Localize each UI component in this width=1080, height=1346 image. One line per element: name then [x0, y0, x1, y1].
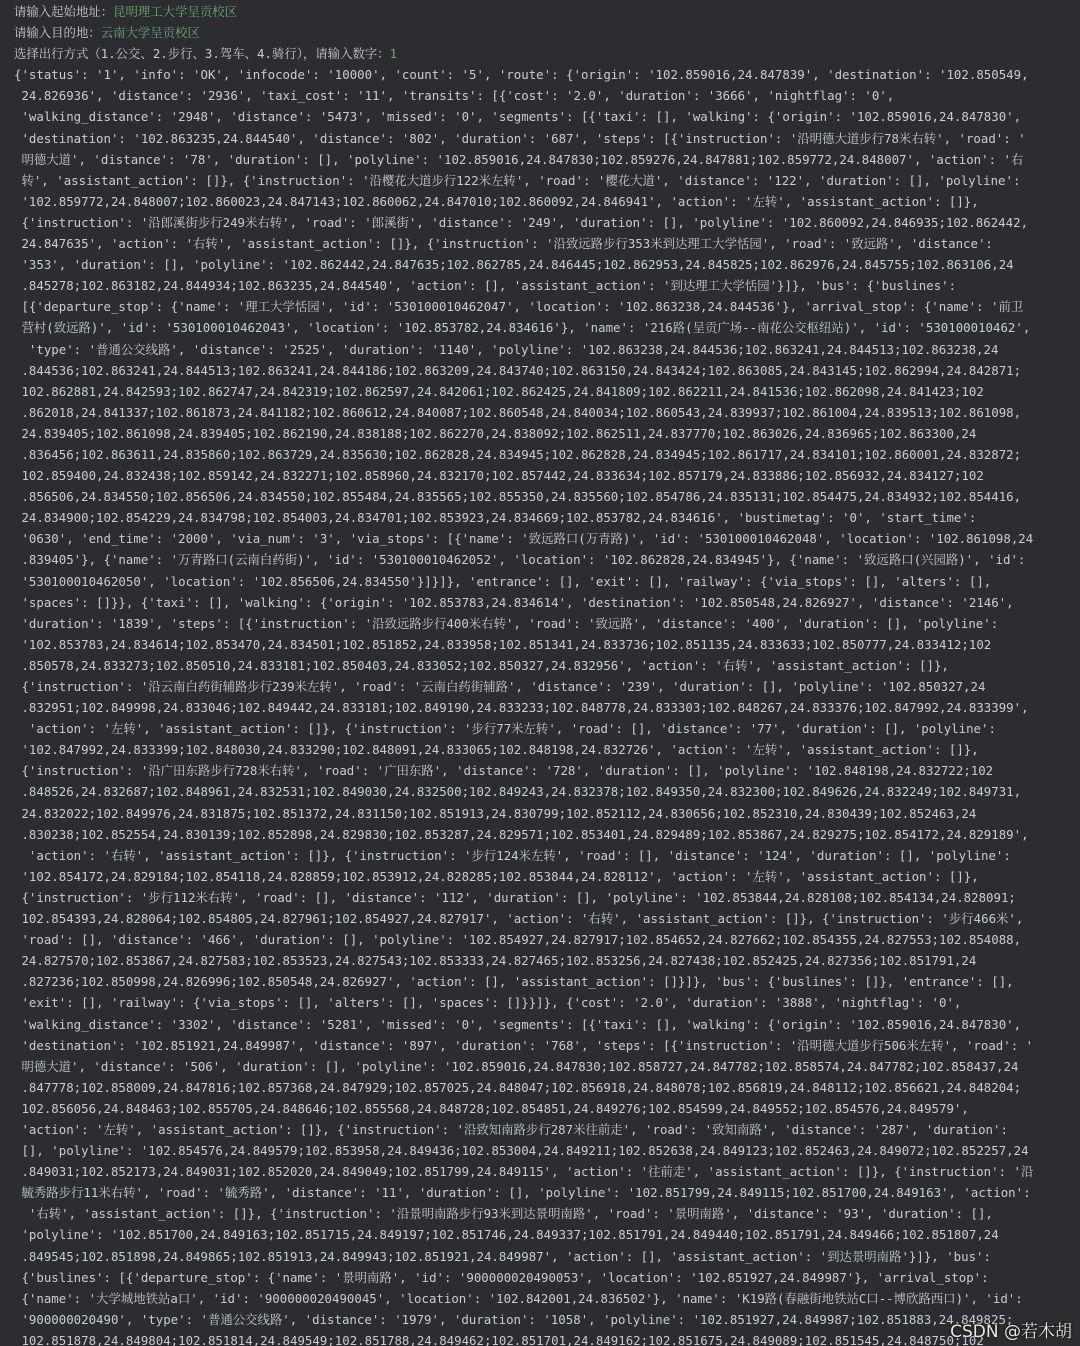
origin-prompt-line — [14, 1, 1066, 22]
json-output — [14, 64, 1066, 1346]
mode-prompt-line — [14, 43, 1066, 64]
output-line: 明德大道', 'distance': '78', 'duration': [], 'polyline': '102.859016,24.847830;102.859276,24.847881;102.859772,24.848007', 'action': '右 — [14, 151, 1024, 167]
output-line: 'action': '左转', 'assistant_action': []}, {'instruction': '沿致知南路步行287米往前走', 'road': '致知南路', 'distance': '287', 'duration': — [14, 1121, 1008, 1137]
output-line: 102.862881,24.842593;102.862747,24.842319;102.862597,24.842061;102.862425,24.841809;102.862211,24.841536;102.862098,24.841423;102 — [14, 383, 984, 399]
output-line: '102.854172,24.829184;102.854118,24.828859;102.853912,24.828285;102.853844,24.828112', 'action': '左转', 'assistant_action': []}, — [14, 868, 979, 884]
output-line: .849031;102.852173,24.849031;102.852020,24.849049;102.851799,24.849115', 'action': '往前走', 'assistant_action': []}, {'instruction': '沿 — [14, 1164, 1034, 1180]
output-line: {'instruction': '沿郎溪街步行249米右转', 'road': '郎溪街', 'distance': '249', 'duration': [], 'polyline': '102.860092,24.846935;102.862442, — [14, 214, 1029, 230]
mode-input-value[interactable]: 1 — [389, 46, 398, 62]
output-line: 毓秀路步行11米右转', 'road': '毓秀路', 'distance': '11', 'duration': [], 'polyline': '102.851799,24.849115;102.851700,24.849163', 'action': — [14, 1185, 1031, 1201]
output-line: 102.859400,24.832438;102.859142,24.832271;102.858960,24.832170;102.857442,24.833634;102.857179,24.833886;102.856932,24.834127;102 — [14, 468, 984, 484]
output-line: {'status': '1', 'info': 'OK', 'infocode': '10000', 'count': '5', 'route': {'origin': '102.859016,24.847839', 'destination': '102.850549, — [14, 67, 1029, 83]
output-line: {'instruction': '沿云南白药街辅路步行239米左转', 'road': '云南白药街辅路', 'distance': '239', 'duration': [], 'polyline': '102.850327,24 — [14, 679, 986, 694]
output-line: {'instruction': '沿广田东路步行728米右转', 'road': '广田东路', 'distance': '728', 'duration': [], 'polyline': '102.848198,24.832722;102 — [14, 763, 994, 779]
origin-input-value[interactable]: 昆明理工大学呈贡校区 — [113, 4, 238, 19]
output-line: 24.832022;102.849976,24.831875;102.851372,24.831150;102.851913,24.830799;102.852112,24.830656;102.852310,24.830439;102.852463,24 — [14, 805, 977, 821]
output-line: 'polyline': '102.851700,24.849163;102.851715,24.849197;102.851746,24.849337;102.851791,24.849440;102.851791,24.849466;102.851807,24 — [14, 1227, 999, 1243]
output-line: .848526,24.832687;102.848961,24.832531;102.849030,24.832500;102.849243,24.832378;102.849350,24.832300;102.849626,24.832249;102.849731, — [14, 784, 1022, 800]
output-line: '102.847992,24.833399;102.848030,24.833290;102.848091,24.833065;102.848198,24.832726', 'action': '左转', 'assistant_action': []}, — [14, 742, 979, 758]
output-line: 'duration': '1839', 'steps': [{'instruction': '沿致远路步行400米右转', 'road': '致远路', 'distance': '400', 'duration': [], 'polyline': — [14, 615, 999, 631]
origin-prompt: 请输入起始地址： — [14, 4, 114, 19]
output-line: 102.851878,24.849804;102.851814,24.849549;102.851788,24.849462;102.851701,24.849162;102.851675,24.849089;102.851545,24.848750;102 — [14, 1332, 984, 1346]
output-line: 24.834900;102.854229,24.834798;102.854003,24.834701;102.853923,24.834669;102.853782,24.834616', 'bustimetag': '0', 'start_time': — [14, 510, 977, 526]
output-line: 'action': '左转', 'assistant_action': []}, {'instruction': '步行77米左转', 'road': [], 'distance': '77', 'duration': [], 'polyline': — [14, 721, 996, 737]
output-line: 转', 'assistant_action': []}, {'instruction': '沿樱花大道步行122米左转', 'road': '樱花大道', 'distance': '122', 'duration': [], 'polyline': — [14, 172, 1021, 188]
output-line: 'destination': '102.863235,24.844540', 'distance': '802', 'duration': '687', 'steps': [{'instruction': '沿明德大道步行78米右转', 'road': ' — [14, 130, 1026, 146]
output-line: 102.856056,24.848463;102.855705,24.848646;102.855568,24.848728;102.854851,24.849276;102.854599,24.849552;102.854576,24.849579', — [14, 1100, 969, 1116]
output-line: 24.839405;102.861098,24.839405;102.862190,24.838188;102.862270,24.838092;102.862511,24.837770;102.863026,24.836965;102.863300,24 — [14, 425, 977, 441]
output-line: .830238;102.852554,24.830139;102.852898,24.829830;102.853287,24.829571;102.853401,24.829489;102.853867,24.829275;102.854172,24.829189', — [14, 826, 1029, 842]
output-line: 'type': '普通公交线路', 'distance': '2525', 'duration': '1140', 'polyline': '102.863238,24.844536;102.863241,24.844513;102.863238,24 — [14, 341, 999, 357]
output-line: 24.826936', 'distance': '2936', 'taxi_cost': '11', 'transits': [{'cost': '2.0', 'duration': '3666', 'nightflag': '0', — [14, 88, 895, 104]
output-line: '0630', 'end_time': '2000', 'via_num': '3', 'via_stops': [{'name': '致远路口(万青路)', 'id': '530100010462048', 'location': '102.861098,24 — [14, 531, 1034, 547]
output-line: '353', 'duration': [], 'polyline': '102.862442,24.847635;102.862785,24.846445;102.862953,24.845825;102.862976,24.845755;102.863106,24 — [14, 257, 1014, 273]
output-line: 营村(致远路)', 'id': '530100010462043', 'location': '102.853782,24.834616'}, 'name': '216路(呈贡广场--南花公交枢纽站)', 'id': '530100010462', — [14, 320, 1031, 336]
output-line: '102.853783,24.834614;102.853470,24.834501;102.851852,24.833958;102.851341,24.833736;102.851135,24.833633;102.850777,24.833412;102 — [14, 636, 992, 652]
watermark: CSDN @若木胡 — [950, 1322, 1072, 1342]
output-line: '102.859772,24.848007;102.860023,24.847143;102.860062,24.847010;102.860092,24.846941', 'action': '左转', 'assistant_action': []}, — [14, 193, 979, 209]
output-line: 'destination': '102.851921,24.849987', 'distance': '897', 'duration': '768', 'steps': [{'instruction': '沿明德大道步行506米左转', 'road': ' — [14, 1037, 1034, 1053]
output-line: [], 'polyline': '102.854576,24.849579;102.853958,24.849436;102.853004,24.849211;102.852638,24.849123;102.852463,24.849072;102.852257,24 — [14, 1143, 1029, 1159]
output-line: .862018,24.841337;102.861873,24.841182;102.860612,24.840087;102.860548,24.840034;102.860543,24.839937;102.861004,24.839513;102.861098, — [14, 404, 1022, 420]
output-line: '右转', 'assistant_action': []}, {'instruction': '沿景明南路步行93米到达景明南路', 'road': '景明南路', 'distance': '93', 'duration': [], — [14, 1206, 993, 1222]
output-line: .856506,24.834550;102.856506,24.834550;102.855484,24.835565;102.855350,24.835560;102.854786,24.835131;102.854475,24.834932;102.854416, — [14, 489, 1022, 505]
output-line: 'action': '右转', 'assistant_action': []}, {'instruction': '步行124米左转', 'road': [], 'distance': '124', 'duration': [], 'polyline': — [14, 847, 1011, 863]
destination-prompt-line — [14, 22, 1066, 43]
output-line: {'buslines': [{'departure_stop': {'name': '景明南路', 'id': '900000020490053', 'location': '102.851927,24.849987'}, 'arrival_stop': — [14, 1269, 989, 1285]
output-line: .844536;102.863241,24.844513;102.863241,24.844186;102.863209,24.843740;102.863150,24.843424;102.863085,24.843145;102.862994,24.842871; — [14, 362, 1022, 378]
output-line: 24.827570;102.853867,24.827583;102.853523,24.827543;102.853333,24.827465;102.853256,24.827438;102.852425,24.827356;102.851791,24 — [14, 953, 977, 969]
output-line: {'instruction': '步行112米右转', 'road': [], 'distance': '112', 'duration': [], 'polyline': '102.853844,24.828108;102.854134,24.828091; — [14, 889, 1016, 905]
output-line: .839405'}, {'name': '万青路口(云南白药街)', 'id': '530100010462052', 'location': '102.862828,24.834945'}, {'name': '致远路口(兴园路)', 'id': — [14, 552, 1026, 568]
output-line: [{'departure_stop': {'name': '理工大学恬园', 'id': '530100010462047', 'location': '102.863238,24.844536'}, 'arrival_stop': {'name': '前卫 — [14, 299, 1024, 315]
destination-input-value[interactable]: 云南大学呈贡校区 — [100, 25, 200, 41]
destination-prompt: 请输入目的地： — [14, 25, 101, 41]
output-line: 102.854393,24.828064;102.854805,24.827961;102.854927,24.827917', 'action': '右转', 'assistant_action': []}, {'instruction': '步行466米', — [14, 911, 1024, 927]
output-line: '900000020490', 'type': '普通公交线路', 'distance': '1979', 'duration': '1058', 'polyline': '102.851927,24.849987;102.851883,24.849825; — [14, 1311, 1014, 1327]
output-line: .847778;102.858009,24.847816;102.857368,24.847929;102.857025,24.848047;102.856918,24.848078;102.856819,24.848112;102.856621,24.848204; — [14, 1079, 1022, 1095]
output-line: '530100010462050', 'location': '102.856506,24.834550'}]}]}, 'entrance': [], 'exit': [], 'railway': {'via_stops': [], 'alters': [], — [14, 573, 992, 589]
output-line: 'walking_distance': '2948', 'distance': '5473', 'missed': '0', 'segments': [{'taxi': [], 'walking': {'origin': '102.859016,24.847830', — [14, 109, 1022, 125]
output-line: .832951;102.849998,24.833046;102.849442,24.833181;102.849190,24.833233;102.848778,24.833303;102.848267,24.833376;102.847992,24.833399', — [14, 700, 1029, 716]
output-line: .845278;102.863182,24.844934;102.863235,24.844540', 'action': [], 'assistant_action': '到达理工大学恬园'}]}, 'bus': {'buslines': — [14, 278, 957, 294]
output-line: {'name': '大学城地铁站a口', 'id': '900000020490045', 'location': '102.842001,24.836502'}, 'name': 'K19路(春融街地铁站C口--博欣路西口)', 'id': — [14, 1290, 1023, 1306]
output-line: .827236;102.850998,24.826996;102.850548,24.826927', 'action': [], 'assistant_action': []}]}, 'bus': {'buslines': []}, 'entrance': [], — [14, 974, 1014, 990]
output-line: .849545;102.851898,24.849865;102.851913,24.849943;102.851921,24.849987', 'action': [], 'assistant_action': '到达景明南路'}]}, 'bus': — [14, 1248, 991, 1264]
mode-prompt: 选择出行方式（1.公交、2.步行、3.驾车、4.骑行），请输入数字： — [14, 46, 390, 62]
output-line: 明德大道', 'distance': '506', 'duration': [], 'polyline': '102.859016,24.847830;102.858727,24.847782;102.858574,24.847782;102.858437,24 — [14, 1058, 1019, 1074]
output-line: .850578,24.833273;102.850510,24.833181;102.850403,24.833052;102.850327,24.832956', 'action': '右转', 'assistant_action': []}, — [14, 657, 949, 673]
output-line: 'walking_distance': '3302', 'distance': '5281', 'missed': '0', 'segments': [{'taxi': [], 'walking': {'origin': '102.859016,24.847830', — [14, 1016, 1022, 1032]
output-line: 'exit': [], 'railway': {'via_stops': [], 'alters': [], 'spaces': []}}]}, {'cost': '2.0', 'duration': '3888', 'nightflag': '0', — [14, 995, 962, 1011]
output-line: 'road': [], 'distance': '466', 'duration': [], 'polyline': '102.854927,24.827917;102.854652,24.827662;102.854355,24.827553;102.854088, — [14, 932, 1022, 948]
output-line: 24.847635', 'action': '右转', 'assistant_action': []}, {'instruction': '沿致远路步行353米到达理工大学恬园', 'road': '致远路', 'distance': — [14, 236, 993, 252]
output-line: 'spaces': []}}, {'taxi': [], 'walking': {'origin': '102.853783,24.834614', 'destination': '102.850548,24.826927', 'distance': '2146', — [14, 594, 1014, 610]
output-line: .836456;102.863611,24.835860;102.863729,24.835630;102.862828,24.834945;102.862828,24.834945;102.861717,24.834101;102.860001,24.832872; — [14, 446, 1022, 462]
